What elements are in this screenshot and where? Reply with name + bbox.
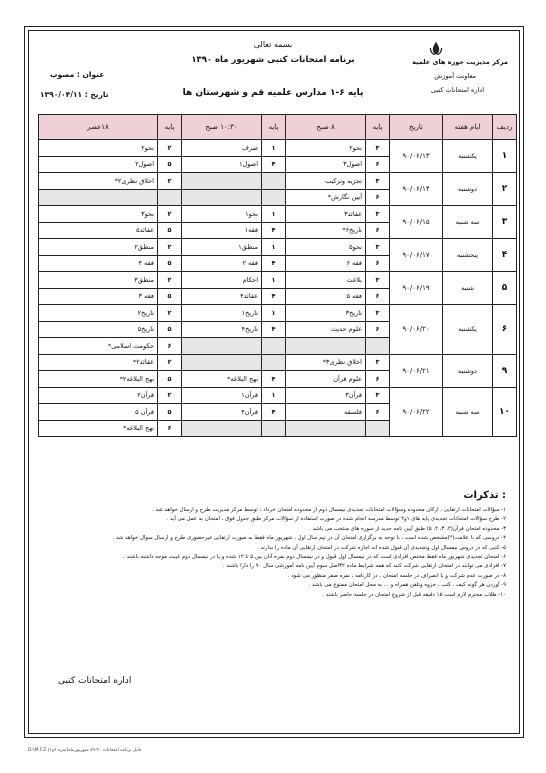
grade-cell-8am: ۶ — [366, 222, 390, 239]
col-header-date: تاریخ — [390, 115, 443, 140]
col-header-1030am: ۱۰:۳۰ صبح — [182, 115, 262, 140]
note-item: ۹- آوردن هر گونه کیف ، کتب ، جزوه وتلفن همراه و ... به محل امتحان ممنوع می باشد . — [308, 582, 506, 589]
table-row — [39, 140, 517, 157]
exam-cell-1030am: عقائد۴ — [182, 288, 262, 305]
exam-cell-8am: تاریخ۶* — [286, 222, 366, 239]
date-label: تاریخ : ۱۳۹۰/۰۴/۱۱ — [40, 90, 109, 99]
date-cell: ۹۰/۰۶/۲۲ — [390, 387, 443, 437]
note-item: ۱۰- طلاب محترم لازم است ۱۵ دقیقه قبل از شروع امتحان در جلسه حاضر باشند . — [322, 591, 506, 598]
grade-cell-6pm: ۵ — [158, 371, 182, 388]
exam-cell-1030am: احکام — [182, 272, 262, 289]
grade-cell-6pm: ۵ — [158, 288, 182, 305]
grade-cell-1030am — [262, 173, 286, 190]
note-item: ۵- کتبی که در دروس نیمسال اول وتجدیدی آن قبول شده اند اجازه شرکت در امتحان ارتقایی آن ماده را ندارند . — [257, 544, 506, 551]
row-number-cell: ۴ — [493, 239, 517, 272]
grade-cell-1030am: ۱ — [262, 387, 286, 404]
grade-cell-8am: ۳ — [366, 305, 390, 322]
grade-cell-8am: ۳ — [366, 140, 390, 157]
grade-cell-1030am: ۱ — [262, 140, 286, 157]
grade-cell-6pm: ۲ — [158, 387, 182, 404]
grade-cell-8am: ۳ — [366, 206, 390, 223]
note-item: ۴- دروسی که با علامت(*)مشخص شده است ، با توجه به برگزاری امتحان آن در نیم سال اول ، شهریور ماه فقط به صورت ارتقایی غیرحضوری طرح و ارسال سوال خواهد شد . — [112, 535, 506, 542]
exam-cell-8am: تجزیه وترکیب — [286, 173, 366, 190]
note-item: ۶- امتحان تجدیدی شهریور ماه فقط مختص افرادی است که در نیمسال اول قبول و در نیمسال دوم نمره آنان بین ۵ تا ۱۲ شده و یا در نیمسال دوم غیبت موجه داشته باشند . — [123, 554, 506, 561]
date-cell: ۹۰/۰۶/۱۴ — [390, 173, 443, 206]
exam-cell-6pm: فقه ۴ — [39, 255, 158, 272]
col-header-row-number: ردیف — [493, 115, 517, 140]
table-row — [39, 206, 517, 223]
exam-cell-1030am: قرآن۴ — [182, 404, 262, 421]
grade-cell-6pm: ۶ — [158, 420, 182, 437]
grade-cell-6pm: ۵ — [158, 255, 182, 272]
date-cell: ۹۰/۰۶/۲۰ — [390, 305, 443, 355]
weekday-cell: شنبه — [443, 272, 493, 305]
exam-cell-8am: نحو۲ — [286, 140, 366, 157]
grade-cell-6pm: ۲ — [158, 305, 182, 322]
grade-cell-6pm: ۲ — [158, 239, 182, 256]
exam-cell-8am: تاریخ۳ — [286, 305, 366, 322]
office-signature: اداره امتحانات کتبی — [58, 676, 132, 686]
row-number-cell: ۹ — [493, 354, 517, 387]
exam-cell-1030am — [182, 354, 262, 371]
exam-cell-1030am: نهج البلاغه* — [182, 371, 262, 388]
row-number-cell: ۶ — [493, 305, 517, 355]
date-cell: ۹۰/۰۶/۱۵ — [390, 206, 443, 239]
exam-cell-6pm: تاریخ۵ — [39, 321, 158, 338]
exam-cell-6pm: نهج البلاغه* — [39, 420, 158, 437]
note-item: ۸- در صورت عدم شرکت و یا انصراف در جلسه امتحان ، در کارنامه ، نمره صفر منظور می شود . — [287, 572, 506, 579]
exam-cell-1030am: منطق۱ — [182, 239, 262, 256]
exam-cell-8am: علوم قرآن — [286, 371, 366, 388]
exam-cell-8am: اصول۳ — [286, 156, 366, 173]
table-row — [39, 354, 517, 371]
col-header-weekday: ایام هفته — [443, 115, 493, 140]
exam-cell-1030am: فقه ۲ — [182, 255, 262, 272]
table-row — [39, 305, 517, 322]
grade-cell-8am: ۳ — [366, 272, 390, 289]
exam-cell-6pm: اخلاق نظری۲* — [39, 173, 158, 190]
exam-cell-6pm: نحو۳ — [39, 206, 158, 223]
exam-cell-6pm — [39, 189, 158, 206]
grade-cell-8am: ۳ — [366, 387, 390, 404]
exam-cell-6pm: نهج البلاغه۲* — [39, 371, 158, 388]
weekday-cell: دوشنبه — [443, 173, 493, 206]
exam-cell-1030am: نحو۱ — [182, 206, 262, 223]
table-row — [39, 387, 517, 404]
exam-cell-8am: فقه ۶ — [286, 255, 366, 272]
exam-cell-1030am: فقه۱ — [182, 222, 262, 239]
grade-cell-1030am: ۴ — [262, 156, 286, 173]
org-name: مرکز مدیریت حوزه های علمیه — [412, 58, 508, 66]
grade-cell-6pm: ۲ — [158, 272, 182, 289]
grade-cell-8am: ۳ — [366, 354, 390, 371]
exam-cell-6pm: فقه ۳ — [39, 288, 158, 305]
weekday-cell: سه شنبه — [443, 206, 493, 239]
grade-cell-1030am: ۴ — [262, 321, 286, 338]
org-office: اداره امتحانات کتبی — [431, 86, 484, 94]
note-item: ۷- افرادی می توانند در امتحان ارتقایی شرکت کنند که همه شرایط ماده ۳۲اصل سوم آیین نامه آموزشی سال ۹۰ را دارا باشند . — [222, 563, 506, 570]
grade-cell-1030am — [262, 354, 286, 371]
col-header-6pm: ۱۸عصر — [39, 115, 158, 140]
exam-cell-6pm: نحو۲ — [39, 140, 158, 157]
exam-cell-1030am — [182, 420, 262, 437]
notes-list — [36, 506, 506, 600]
grade-cell-1030am: ۱ — [262, 272, 286, 289]
grade-cell-1030am: ۱ — [262, 239, 286, 256]
exam-cell-1030am: اصول۱ — [182, 156, 262, 173]
grade-cell-8am — [366, 338, 390, 355]
exam-cell-8am: فقه ۵ — [286, 288, 366, 305]
grade-cell-6pm: ۲ — [158, 354, 182, 371]
grade-cell-1030am: ۴ — [262, 404, 286, 421]
emblem-icon — [428, 40, 444, 56]
grade-cell-6pm: ۶ — [158, 338, 182, 355]
exam-schedule-table — [38, 114, 517, 437]
exam-cell-6pm: عقائد۲* — [39, 354, 158, 371]
exam-cell-8am: آیین نگارش* — [286, 189, 366, 206]
grade-cell-6pm: ۵ — [158, 156, 182, 173]
col-header-grade: پایه — [366, 115, 390, 140]
exam-cell-8am — [286, 420, 366, 437]
grade-cell-8am: ۶ — [366, 255, 390, 272]
exam-cell-6pm: قرآن۲ — [39, 387, 158, 404]
row-number-cell: ۲ — [493, 173, 517, 206]
exam-cell-6pm: تاریخ۲ — [39, 305, 158, 322]
grade-cell-6pm: ۵ — [158, 321, 182, 338]
row-number-cell: ۱۰ — [493, 387, 517, 437]
grade-cell-8am: ۶ — [366, 189, 390, 206]
grade-cell-1030am: ۴ — [262, 371, 286, 388]
exam-cell-8am: علوم حدیث — [286, 321, 366, 338]
date-cell: ۹۰/۰۶/۱۹ — [390, 272, 443, 305]
grade-cell-1030am — [262, 338, 286, 355]
grade-cell-6pm: ۲ — [158, 140, 182, 157]
grade-cell-1030am — [262, 189, 286, 206]
weekday-cell: دوشنبه — [443, 354, 493, 387]
exam-cell-1030am: صرف — [182, 140, 262, 157]
note-item: ۳- محدوده امتحان قرآن(۲، ۳، ۴، ۵) طبق آیین نامه جدید از سوره های منتخب می باشد . — [309, 525, 506, 532]
file-footer: فایل برنامه امتحانات ۹۰-۸۹ شهریورماه(نمره ۶و۱) D:\M.F.Z — [28, 748, 142, 753]
approval-label: عنوان : مصوب — [50, 70, 105, 79]
grade-cell-1030am: ۴ — [262, 288, 286, 305]
note-item: ۲- طرح سؤالات امتحانات تجدیدی پایه های ۱و۲ توسط مدرسه انجام شده در صورت استفاده از سؤالات مرکز طبق جدول فوق ، امتحان به عمل می آید . — [166, 516, 506, 523]
exam-cell-8am: قرآن۳ — [286, 387, 366, 404]
grade-cell-8am: ۶ — [366, 156, 390, 173]
table-row — [39, 272, 517, 289]
grade-cell-6pm — [158, 189, 182, 206]
exam-cell-8am — [286, 338, 366, 355]
grade-cell-1030am: ۴ — [262, 222, 286, 239]
notes-title: تذکرات : — [463, 490, 506, 501]
row-number-cell: ۱ — [493, 140, 517, 173]
grade-cell-6pm: ۲ — [158, 173, 182, 190]
grade-cell-6pm: ۵ — [158, 404, 182, 421]
exam-cell-1030am: تاریخ۴ — [182, 321, 262, 338]
date-cell: ۹۰/۰۶/۲۱ — [390, 354, 443, 387]
grade-cell-8am: ۶ — [366, 371, 390, 388]
page-subtitle: پایه ۶-۱ مدارس علمیه قم و شهرستان ها — [182, 88, 364, 98]
page-title: برنامه امتحانات کتبی شهریور ماه ۱۳۹۰ — [191, 55, 355, 65]
exam-cell-8am: عقائد۳ — [286, 206, 366, 223]
org-deputy: معاونت آموزش — [434, 72, 476, 80]
grade-cell-1030am — [262, 420, 286, 437]
table-row — [39, 239, 517, 256]
exam-cell-6pm: عقائد۵ — [39, 222, 158, 239]
exam-cell-1030am — [182, 189, 262, 206]
grade-cell-1030am: ۱ — [262, 305, 286, 322]
row-number-cell: ۵ — [493, 272, 517, 305]
exam-cell-6pm: منطق۲ — [39, 239, 158, 256]
grade-cell-8am: ۳ — [366, 173, 390, 190]
grade-cell-8am: ۶ — [366, 288, 390, 305]
exam-cell-1030am: قرآن۱ — [182, 387, 262, 404]
note-item: ۱- سؤالات امتحانات ارتقایی ، ارکان محدوده وسؤالات امتحانات تجدیدی نیمسال دوم از محدوده امتحان خرداد ، توسط مرکز مدیریت طرح و ارسال خواهد شد . — [152, 507, 506, 513]
exam-cell-1030am — [182, 338, 262, 355]
grade-cell-6pm: ۲ — [158, 206, 182, 223]
row-number-cell: ۳ — [493, 206, 517, 239]
table-row — [39, 173, 517, 190]
table-header-row — [39, 115, 517, 140]
date-cell: ۹۰/۰۶/۱۷ — [390, 239, 443, 272]
exam-cell-8am: نحو۵ — [286, 239, 366, 256]
grade-cell-1030am: ۱ — [262, 206, 286, 223]
col-header-grade: پایه — [158, 115, 182, 140]
weekday-cell: سه شنبه — [443, 387, 493, 437]
exam-cell-1030am — [182, 173, 262, 190]
exam-cell-6pm: منطق۳ — [39, 272, 158, 289]
grade-cell-8am: ۶ — [366, 404, 390, 421]
weekday-cell: پنجشنبه — [443, 239, 493, 272]
grade-cell-6pm: ۵ — [158, 222, 182, 239]
weekday-cell: یکشنبه — [443, 140, 493, 173]
grade-cell-8am: ۶ — [366, 321, 390, 338]
exam-cell-6pm: قرآن ۵ — [39, 404, 158, 421]
exam-cell-1030am: تاریخ۱ — [182, 305, 262, 322]
grade-cell-8am: ۳ — [366, 239, 390, 256]
exam-cell-6pm: اصول۲ — [39, 156, 158, 173]
exam-cell-8am: اخلاق نظری۳* — [286, 354, 366, 371]
col-header-grade: پایه — [262, 115, 286, 140]
exam-cell-8am: فلسفه — [286, 404, 366, 421]
grade-cell-8am — [366, 420, 390, 437]
col-header-8am: ۸ صبح — [286, 115, 366, 140]
exam-cell-8am: بلاغت — [286, 272, 366, 289]
bismillah: بسمه تعالی — [253, 40, 293, 49]
grade-cell-1030am: ۴ — [262, 255, 286, 272]
date-cell: ۹۰/۰۶/۱۳ — [390, 140, 443, 173]
exam-cell-6pm: حکومت اسلامی* — [39, 338, 158, 355]
weekday-cell: یکشنبه — [443, 305, 493, 355]
